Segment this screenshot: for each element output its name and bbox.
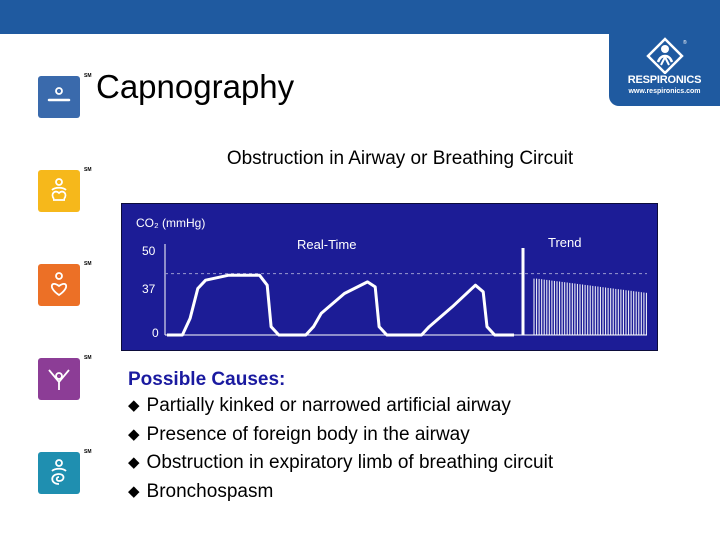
ytick-label: 37 <box>142 282 156 296</box>
realtime-waveform-line <box>167 275 514 335</box>
diamond-bullet-icon: ◆ <box>128 482 140 500</box>
cause-text: Obstruction in expiratory limb of breathing circuit <box>146 452 554 473</box>
sm-mark: SM <box>84 73 92 79</box>
capnogram-plot <box>122 204 659 352</box>
top-banner <box>0 0 720 34</box>
person-icon <box>38 76 80 118</box>
sm-mark: SM <box>84 355 92 361</box>
sm-mark: SM <box>84 261 92 267</box>
brand-name: RESPIRONICS <box>627 74 702 86</box>
cause-text: Partially kinked or narrowed artificial airway <box>146 395 511 416</box>
realtime-label: Real-Time <box>297 237 357 252</box>
causes-heading: Possible Causes: <box>128 369 286 390</box>
brand-url: www.respironics.com <box>628 88 701 95</box>
possible-causes <box>128 369 553 509</box>
diamond-bullet-icon: ◆ <box>128 425 140 443</box>
cause-text: Bronchospasm <box>146 480 274 502</box>
cause-item <box>128 452 553 481</box>
cause-item <box>128 395 553 424</box>
svg-text:®: ® <box>683 40 687 46</box>
cause-text: Presence of foreign body in the airway <box>146 423 470 445</box>
sm-mark: SM <box>84 167 92 173</box>
ytick-label: 0 <box>152 326 159 340</box>
arms-up-icon <box>38 358 80 400</box>
diamond-bullet-icon: ◆ <box>128 397 140 414</box>
y-axis-label: CO₂ (mmHg) <box>136 216 206 230</box>
respironics-emblem-icon <box>631 36 699 74</box>
heart-person-icon <box>38 264 80 306</box>
respironics-logo <box>609 34 720 106</box>
ytick-label: 50 <box>142 244 156 258</box>
cause-item <box>128 424 553 453</box>
trend-label: Trend <box>548 235 582 250</box>
cause-item <box>128 481 553 510</box>
meditation-icon <box>38 170 80 212</box>
slide-subtitle: Obstruction in Airway or Breathing Circuit <box>226 148 574 169</box>
diamond-bullet-icon: ◆ <box>128 454 140 471</box>
swirl-person-icon <box>38 452 80 494</box>
slide-title: Capnography <box>96 68 295 105</box>
sm-mark: SM <box>84 449 92 455</box>
capnograph-monitor <box>121 203 658 351</box>
